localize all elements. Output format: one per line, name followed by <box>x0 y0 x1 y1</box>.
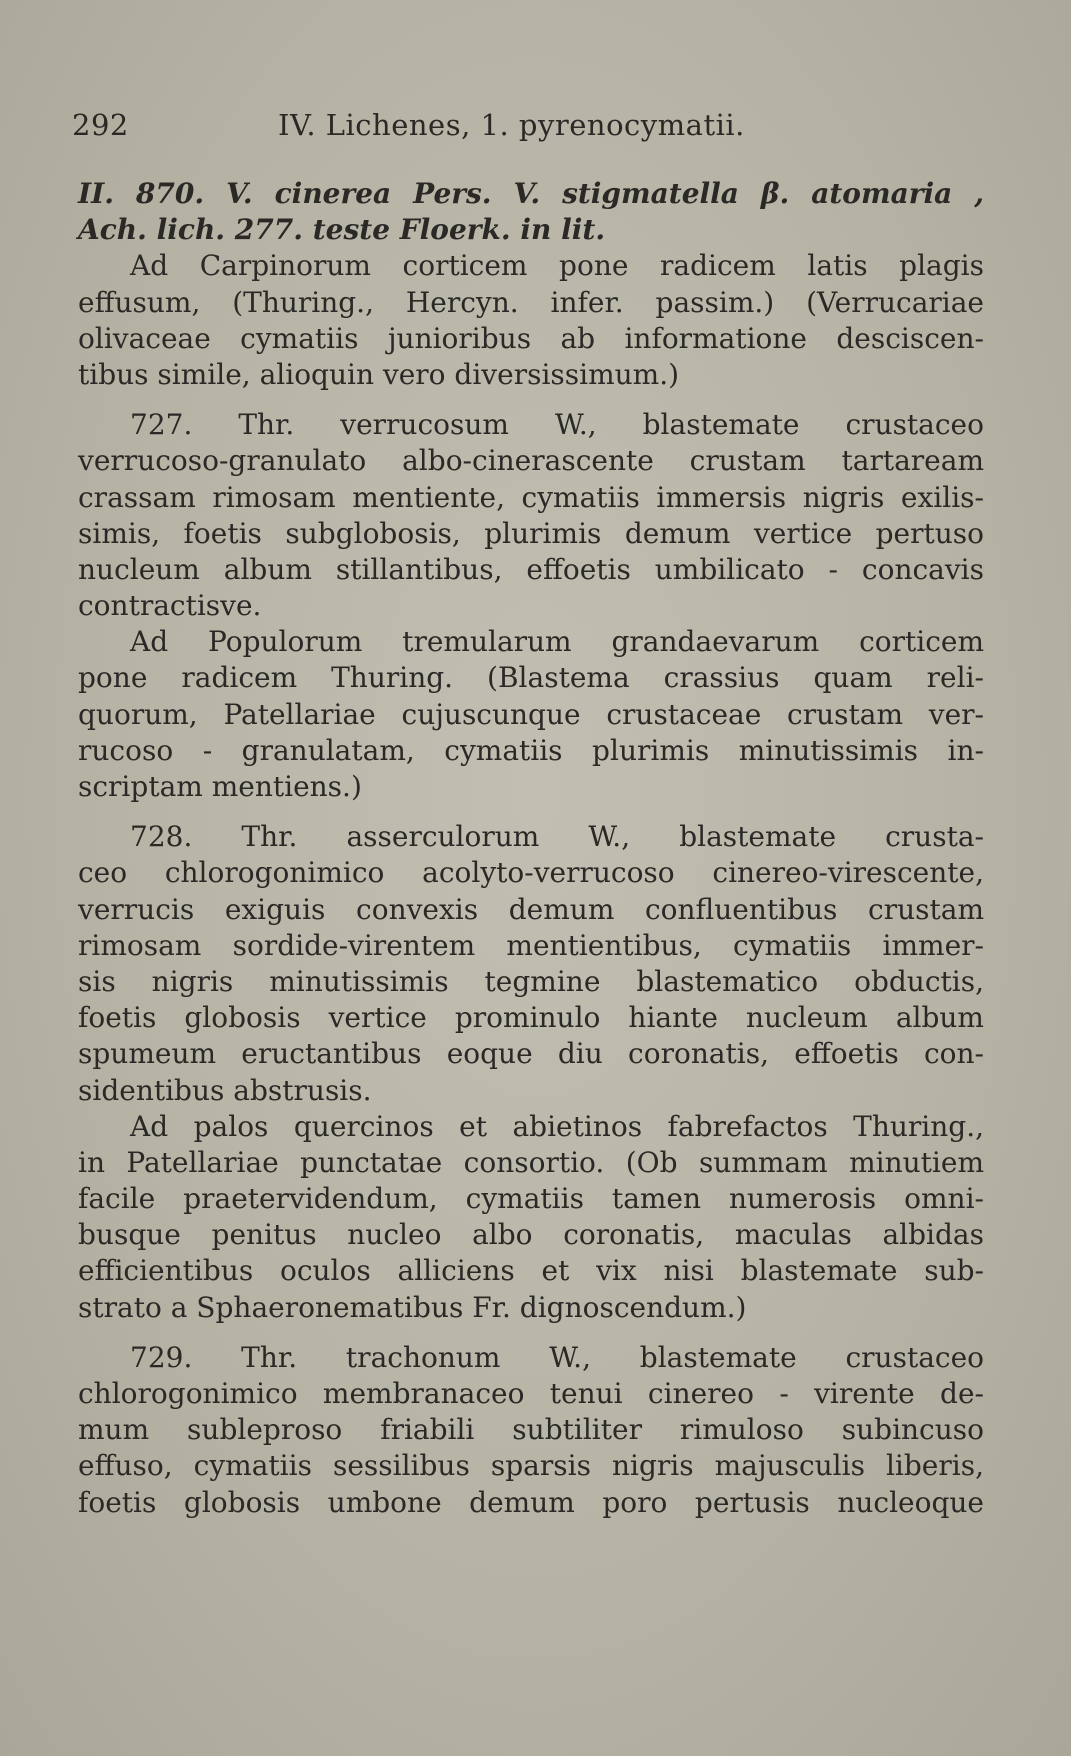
text-line: 728. Thr. asserculorum W., blastemate crusta- <box>130 820 984 854</box>
text-line: olivaceae cymatiis junioribus ab informatione desciscen- <box>78 321 984 355</box>
text-line: sis nigris minutissimis tegmine blastematico obductis, <box>78 964 984 998</box>
text-line: rucoso - granulatam, cymatiis plurimis minutissimis in- <box>78 733 984 767</box>
text-line: rimosam sordide-virentem mentientibus, cymatiis immer- <box>78 928 984 962</box>
entry-727 <box>78 407 984 624</box>
paragraph-carpinorum <box>78 248 984 393</box>
text-line: Ad Populorum tremularum grandaevarum corticem <box>130 625 984 659</box>
text-line: simis, foetis subglobosis, plurimis demum vertice pertuso <box>78 516 984 550</box>
text-line: contractisve. <box>78 589 262 623</box>
paragraph-gap <box>78 393 984 407</box>
page-number: 292 <box>72 108 129 142</box>
text-line: crassam rimosam mentiente, cymatiis immersis nigris exilis- <box>78 480 984 514</box>
running-title: IV. Lichenes, 1. pyrenocymatii. <box>278 108 745 142</box>
text-line: pone radicem Thuring. (Blastema crassius quam reli- <box>78 661 984 695</box>
text-line: facile praetervidendum, cymatiis tamen numerosis omni- <box>78 1182 984 1216</box>
paragraph-palos <box>78 1109 984 1326</box>
text-line: ceo chlorogonimico acolyto-verrucoso cinereo-virescente, <box>78 856 984 890</box>
text-line: II. 870. V. cinerea Pers. V. stigmatella β. atomaria , <box>78 177 984 210</box>
text-line: sidentibus abstrusis. <box>78 1073 372 1107</box>
text-line: foetis globosis vertice prominulo hiante nucleum album <box>78 1001 984 1035</box>
text-line: mum subleproso friabili subtiliter rimuloso subincuso <box>78 1413 984 1447</box>
text-line: scriptam mentiens.) <box>78 770 362 803</box>
intro-reference <box>78 176 984 248</box>
text-line: verrucoso-granulato albo-cinerascente crustam tartaream <box>78 444 984 478</box>
paragraph-populorum <box>78 624 984 805</box>
text-line: spumeum eructantibus eoque diu coronatis, effoetis con- <box>78 1037 984 1071</box>
text-line: effuso, cymatiis sessilibus sparsis nigris majusculis liberis, <box>78 1449 984 1483</box>
text-line: tibus simile, alioquin vero diversissimum.) <box>78 357 680 391</box>
text-line: efficientibus oculos alliciens et vix nisi blastemate sub- <box>78 1254 984 1288</box>
text-line: chlorogonimico membranaceo tenui cinereo - virente de- <box>78 1377 984 1410</box>
body-text <box>78 176 984 1521</box>
text-line: quorum, Patellariae cujuscunque crustaceae crustam ver- <box>78 697 984 731</box>
entry-729 <box>78 1340 984 1521</box>
text-line: Ad palos quercinos et abietinos fabrefactos Thuring., <box>130 1109 984 1143</box>
text-line: Ach. lich. 277. teste Floerk. in lit. <box>78 213 606 247</box>
text-line: busque penitus nucleo albo coronatis, maculas albidas <box>78 1218 984 1252</box>
text-line: verrucis exiguis convexis demum confluentibus crustam <box>78 892 984 926</box>
text-line: 727. Thr. verrucosum W., blastemate crustaceo <box>130 408 984 442</box>
entry-728 <box>78 819 984 1109</box>
text-line: foetis globosis umbone demum poro pertusis nucleoque <box>78 1485 984 1519</box>
text-line: 729. Thr. trachonum W., blastemate crustaceo <box>130 1340 984 1374</box>
text-line: strato a Sphaeronematibus Fr. dignoscendum.) <box>78 1290 747 1324</box>
text-line: Ad Carpinorum corticem pone radicem latis plagis <box>130 249 984 283</box>
text-line: in Patellariae punctatae consortio. (Ob summam minutiem <box>78 1145 984 1179</box>
paragraph-gap <box>78 805 984 819</box>
paragraph-gap <box>78 1326 984 1340</box>
page-header <box>72 104 992 148</box>
text-line: effusum, (Thuring., Hercyn. infer. passim.) (Verrucariae <box>78 285 984 319</box>
text-line: nucleum album stillantibus, effoetis umbilicato - concavis <box>78 552 984 586</box>
